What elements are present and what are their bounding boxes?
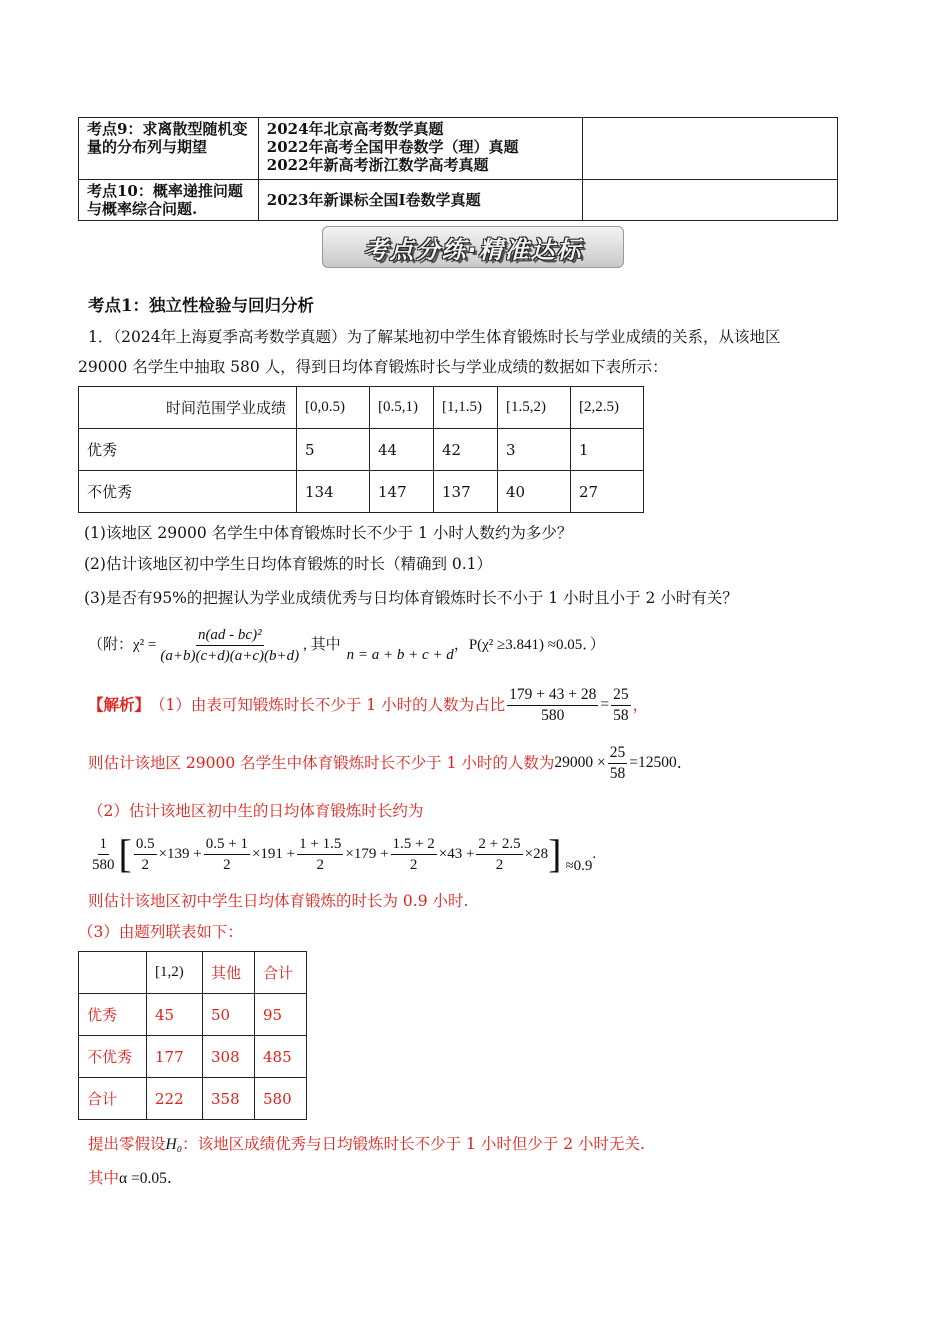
question-2: (2)估计该地区初中学生日均体育锻炼的时长（精确到 0.1） bbox=[84, 555, 493, 573]
section-title: 考点1：独立性检验与回归分析 bbox=[88, 296, 314, 315]
table-row bbox=[79, 387, 644, 429]
topic-cell: 考点9：求离散型随机变量的分布列与期望 bbox=[79, 118, 259, 180]
table-row bbox=[79, 471, 644, 513]
header-cell: 合计 bbox=[255, 952, 307, 994]
fraction-numerator: 1 + 1.5 bbox=[297, 834, 343, 855]
left-bracket: [ bbox=[118, 831, 132, 876]
table-cell: 177 bbox=[147, 1036, 203, 1078]
empty-cell bbox=[583, 180, 838, 221]
solution-part-1 bbox=[88, 682, 648, 728]
table-cell: 优秀 bbox=[79, 994, 147, 1036]
fraction-denominator: 58 bbox=[609, 764, 626, 782]
solution-text: （1）由表可知锻炼时长不少于 1 小时的人数为占比 bbox=[150, 696, 506, 714]
table-row bbox=[79, 1036, 307, 1078]
header-cell: [2,2.5) bbox=[571, 387, 644, 429]
table-cell: 50 bbox=[203, 994, 255, 1036]
table-cell: 308 bbox=[203, 1036, 255, 1078]
note-mid: , 其中 bbox=[303, 637, 341, 653]
question-1: (1)该地区 29000 名学生中体育锻炼时长不少于 1 小时人数约为多少？ bbox=[84, 524, 573, 542]
multiplier: ×28 bbox=[524, 846, 549, 862]
empty-cell bbox=[583, 118, 838, 180]
table-cell: 45 bbox=[147, 994, 203, 1036]
product-term: 29000 × bbox=[554, 754, 606, 771]
solution-part-1b bbox=[88, 740, 682, 786]
contingency-table bbox=[78, 951, 307, 1120]
corner-cell: 时间范围学业成绩 bbox=[79, 387, 297, 429]
table-cell: 1 bbox=[571, 429, 644, 471]
source-item: 2022年新高考浙江数学高考真题 bbox=[266, 156, 489, 174]
topic-table bbox=[78, 117, 838, 221]
table-cell: 42 bbox=[434, 429, 498, 471]
table-cell: 95 bbox=[255, 994, 307, 1036]
source-cell bbox=[258, 180, 583, 221]
fraction-denominator: 2 bbox=[223, 856, 231, 873]
table-row bbox=[79, 952, 307, 994]
row-label: 优秀 bbox=[79, 429, 297, 471]
fraction-numerator: 1 bbox=[98, 834, 110, 855]
fraction-numerator: n(ad - bc)² bbox=[196, 625, 264, 646]
table-cell: 580 bbox=[255, 1078, 307, 1120]
table-cell: 137 bbox=[434, 471, 498, 513]
table-cell: 不优秀 bbox=[79, 1036, 147, 1078]
header-cell: [1.5,2) bbox=[498, 387, 571, 429]
problem-intro-1: 1．（2024年上海夏季高考数学真题）为了解某地初中学生体育锻炼时长与学业成绩的关系，从该地区 bbox=[88, 328, 781, 346]
fraction-numerator: 179 + 43 + 28 bbox=[507, 685, 598, 706]
source-item: 2022年高考全国甲卷数学（理）真题 bbox=[266, 138, 519, 156]
fraction-denominator: 58 bbox=[613, 706, 629, 724]
approx-result: ≈0.9 bbox=[565, 858, 593, 874]
fraction-denominator: 580 bbox=[92, 856, 115, 873]
ratio-fraction-simplified bbox=[611, 685, 631, 726]
solution-part-2b: 则估计该地区初中学生日均体育锻炼的时长为 0.9 小时. bbox=[88, 892, 469, 910]
punctuation: . bbox=[166, 1169, 172, 1187]
multiplier: ×43 + bbox=[438, 846, 475, 862]
fraction-denominator: (a+b)(c+d)(a+c)(b+d) bbox=[160, 647, 300, 664]
fraction-denominator: 2 bbox=[316, 856, 324, 873]
table-cell: 485 bbox=[255, 1036, 307, 1078]
header-cell: [1,1.5) bbox=[434, 387, 498, 429]
null-hypothesis bbox=[88, 1133, 645, 1156]
hypothesis-text: ：该地区成绩优秀与日均锻炼时长不少于 1 小时但少于 2 小时无关. bbox=[182, 1135, 645, 1153]
alpha-lead: 其中 bbox=[88, 1169, 120, 1187]
equals-sign: = bbox=[600, 696, 610, 713]
alpha-line bbox=[88, 1167, 172, 1190]
table-row bbox=[79, 1078, 307, 1120]
table-row bbox=[79, 118, 838, 180]
fraction-numerator: 1.5 + 2 bbox=[391, 834, 437, 855]
table-cell: 合计 bbox=[79, 1078, 147, 1120]
solution-part-2: （2）估计该地区初中生的日均体育锻炼时长约为 bbox=[88, 802, 424, 820]
header-cell: 其他 bbox=[203, 952, 255, 994]
punctuation: . bbox=[592, 846, 597, 862]
fraction-denominator: 2 bbox=[495, 856, 504, 873]
hypothesis-lead: 提出零假设 bbox=[88, 1135, 166, 1153]
solution-part-3: （3）由题列联表如下： bbox=[78, 923, 243, 941]
fraction-denominator: 580 bbox=[541, 706, 565, 724]
table-cell: 5 bbox=[297, 429, 370, 471]
note-n: n = a + b + c + d bbox=[346, 647, 454, 663]
fraction-numerator: 2 + 2.5 bbox=[476, 834, 522, 855]
data-table bbox=[78, 386, 644, 513]
right-bracket: ] bbox=[548, 831, 562, 876]
punctuation: . bbox=[676, 754, 682, 772]
multiplier: ×179 + bbox=[345, 846, 389, 862]
fraction-denominator: 2 bbox=[409, 856, 418, 873]
midpoint-fraction bbox=[391, 834, 437, 875]
fraction-numerator: 0.5 + 1 bbox=[204, 834, 250, 855]
table-cell: 40 bbox=[498, 471, 571, 513]
fraction-denominator: 2 bbox=[141, 856, 149, 873]
ratio-fraction bbox=[507, 685, 598, 726]
header-cell: [1,2) bbox=[147, 952, 203, 994]
problem-intro-2: 29000 名学生中抽取 580 人，得到日均体育锻炼时长与学业成绩的数据如下表所示： bbox=[78, 358, 668, 376]
table-cell: 358 bbox=[203, 1078, 255, 1120]
source-cell bbox=[258, 118, 583, 180]
header-cell: [0.5,1) bbox=[370, 387, 434, 429]
midpoint-fraction bbox=[134, 834, 157, 875]
multiplier: ×191 + bbox=[251, 846, 296, 862]
note-p: ，P(χ² ≥3.841) ≈0.05．） bbox=[453, 637, 605, 653]
fraction-numerator: 0.5 bbox=[134, 834, 157, 855]
table-cell: 27 bbox=[571, 471, 644, 513]
topic-cell: 考点10：概率递推问题与概率综合问题. bbox=[79, 180, 259, 221]
formula-note bbox=[88, 620, 605, 670]
solution-tag: 【解析】 bbox=[88, 695, 151, 714]
midpoint-fraction bbox=[476, 834, 522, 875]
source-item: 2023年新课标全国Ⅰ卷数学真题 bbox=[266, 191, 481, 209]
mean-formula bbox=[88, 828, 596, 880]
source-item: 2024年北京高考数学真题 bbox=[266, 120, 444, 138]
fraction-numerator: 25 bbox=[611, 685, 631, 706]
solution-text: 则估计该地区 29000 名学生中体育锻炼时长不少于 1 小时的人数为 bbox=[88, 754, 555, 772]
midpoint-fraction bbox=[204, 834, 250, 875]
h0-symbol: H₀ bbox=[165, 1136, 183, 1153]
section-banner: 考点分练·精准达标 bbox=[322, 226, 624, 268]
header-cell bbox=[79, 952, 147, 994]
table-cell: 134 bbox=[297, 471, 370, 513]
table-cell: 3 bbox=[498, 429, 571, 471]
note-prefix: （附：χ² = bbox=[88, 637, 157, 653]
chi-square-fraction bbox=[158, 625, 301, 666]
multiplier: ×139 + bbox=[158, 846, 202, 862]
midpoint-fraction bbox=[297, 834, 343, 875]
alpha-value: α =0.05 bbox=[119, 1170, 167, 1187]
punctuation: ， bbox=[632, 696, 649, 714]
table-row bbox=[79, 180, 838, 221]
header-cell: [0,0.5) bbox=[297, 387, 370, 429]
table-cell: 44 bbox=[370, 429, 434, 471]
row-label: 不优秀 bbox=[79, 471, 297, 513]
result-value: =12500 bbox=[629, 754, 677, 771]
table-row bbox=[79, 994, 307, 1036]
question-3: (3)是否有95%的把握认为学业成绩优秀与日均体育锻炼时长不小于 1 小时且小于 2 小时有关？ bbox=[84, 589, 738, 607]
lead-fraction bbox=[90, 834, 117, 875]
table-cell: 147 bbox=[370, 471, 434, 513]
ratio-fraction bbox=[608, 743, 628, 784]
table-row bbox=[79, 429, 644, 471]
table-cell: 222 bbox=[147, 1078, 203, 1120]
fraction-numerator: 25 bbox=[608, 743, 628, 764]
